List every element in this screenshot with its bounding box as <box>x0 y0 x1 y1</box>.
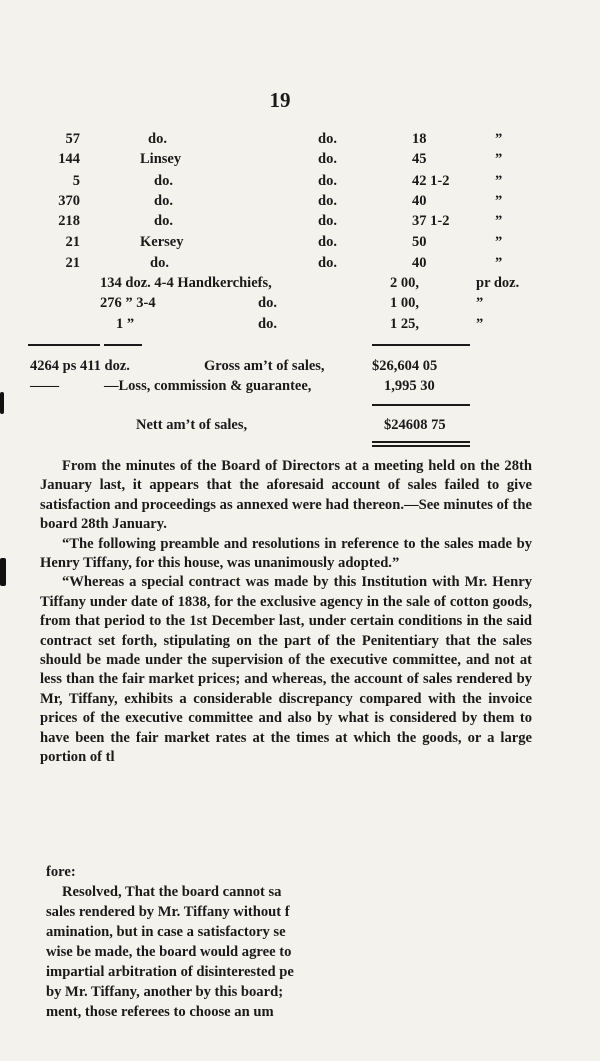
ledger-do: do. <box>318 213 337 229</box>
fragment-line: fore: <box>46 864 76 880</box>
fragment-line: amination, but in case a satisfactory se <box>46 924 286 940</box>
ledger-unit: ” <box>495 193 503 209</box>
ledger-qty: 218 <box>58 213 80 229</box>
ledger-unit: ” <box>495 173 503 189</box>
handkerchief-unit: ” <box>476 295 484 311</box>
handkerchief-row <box>0 313 600 335</box>
ledger-item: do. <box>150 255 169 271</box>
nett-value: $24608 75 <box>384 417 446 433</box>
ledger-row <box>0 190 600 212</box>
handkerchief-do: do. <box>258 316 277 332</box>
handkerchief-price: 1 25, <box>390 316 419 332</box>
loss-row <box>0 375 600 397</box>
paragraph-minutes: From the minutes of the Board of Directors at a meeting held on the 28th January last, it appears that the aforesaid account of sales failed to give satisfaction and proceedings as annexed were had thereon.—See minutes of the board 28th January. <box>40 458 532 533</box>
ledger-item: Kersey <box>140 234 184 250</box>
divider <box>372 445 470 447</box>
loss-label: —Loss, commission & guarantee, <box>104 378 312 394</box>
handkerchief-row <box>0 292 600 314</box>
ledger-do: do. <box>318 193 337 209</box>
fragment-line: Resolved, That the board cannot sa <box>62 884 282 900</box>
gross-value: $26,604 05 <box>372 358 438 374</box>
ledger-row <box>0 210 600 232</box>
ledger-item: do. <box>154 213 173 229</box>
handkerchief-price: 2 00, <box>390 275 419 291</box>
ledger-unit: ” <box>495 151 503 167</box>
ledger-do: do. <box>318 234 337 250</box>
divider <box>28 344 100 346</box>
ledger-row <box>0 252 600 274</box>
ledger-do: do. <box>318 255 337 271</box>
ledger-row <box>0 170 600 192</box>
ledger-row <box>0 231 600 253</box>
ledger-qty: 144 <box>58 151 80 167</box>
ledger-price: 18 <box>412 131 427 147</box>
divider <box>372 404 470 406</box>
ledger-do: do. <box>318 173 337 189</box>
truncated-resolution <box>46 862 366 1022</box>
ledger-unit: ” <box>495 234 503 250</box>
ledger-qty: 21 <box>65 255 80 271</box>
ledger-item: do. <box>148 131 167 147</box>
ledger-price: 40 <box>412 193 427 209</box>
ledger-qty: 57 <box>65 131 80 147</box>
total-pieces: 4264 ps 411 doz. <box>30 358 130 374</box>
ledger-do: do. <box>318 151 337 167</box>
paragraph-preamble: “The following preamble and resolutions in reference to the sales made by Henry Tiffany, for this house, was unanimously adopted.” <box>40 535 532 572</box>
divider <box>372 344 470 346</box>
fragment-line: wise be made, the board would agree to <box>46 944 292 960</box>
ledger-qty: 21 <box>65 234 80 250</box>
binding-mark <box>0 558 6 586</box>
ledger-item: do. <box>154 173 173 189</box>
divider <box>104 344 142 346</box>
ledger-unit: ” <box>495 131 503 147</box>
nett-label: Nett am’t of sales, <box>136 417 248 433</box>
fragment-line: ment, those referees to choose an um <box>46 1004 274 1020</box>
ledger-price: 45 <box>412 151 427 167</box>
fragment-line: sales rendered by Mr. Tiffany without f <box>46 904 290 920</box>
ledger-unit: ” <box>495 213 503 229</box>
fragment-line: by Mr. Tiffany, another by this board; <box>46 984 284 1000</box>
ledger-item: Linsey <box>140 151 182 167</box>
gross-label: Gross am’t of sales, <box>204 358 325 374</box>
ledger-qty: 5 <box>72 173 80 189</box>
fragment-line: impartial arbitration of disinterested pe <box>46 964 294 980</box>
page-number: 19 <box>269 88 291 112</box>
nett-row <box>0 414 600 436</box>
handkerchief-unit: ” <box>476 316 484 332</box>
handkerchief-desc: 276 ” 3-4 <box>100 295 156 311</box>
body-text <box>40 457 532 768</box>
ledger-do: do. <box>318 131 337 147</box>
ledger-row <box>0 128 600 150</box>
ledger-row <box>0 148 600 170</box>
ledger-price: 50 <box>412 234 427 250</box>
binding-mark <box>0 392 4 414</box>
ledger-price: 40 <box>412 255 427 271</box>
ledger-price: 37 1-2 <box>412 213 450 229</box>
ledger-price: 42 1-2 <box>412 173 450 189</box>
handkerchief-price: 1 00, <box>390 295 419 311</box>
handkerchief-desc: 1 ” <box>116 316 135 332</box>
divider <box>372 441 470 443</box>
loss-dash: —— <box>30 378 59 394</box>
handkerchief-do: do. <box>258 295 277 311</box>
handkerchief-desc: 134 doz. 4-4 Handkerchiefs, <box>100 275 272 291</box>
ledger-item: do. <box>154 193 173 209</box>
handkerchief-row <box>0 272 600 294</box>
ledger-qty: 370 <box>58 193 80 209</box>
ledger-unit: ” <box>495 255 503 271</box>
paragraph-whereas: “Whereas a special contract was made by this Institution with Mr. Henry Tiffany under date of 1838, for the exclusive agency in the sale of cotton goods, from that period to the 1st December last, under certain conditions in the said contract set forth, stipulating on the part of the Penitentiary that the sales should be made under the supervision of the executive committee, and not at less than the fair market prices; and whereas, the account of sales rendered by Mr, Tiffany, exhibits a considerable discrepancy compared with the invoice prices of the executive committee and also by what is considered by them to have been the fair market rates at the times at which the goods, or a large portion of tl <box>40 574 532 766</box>
gross-row <box>0 355 600 377</box>
loss-value: 1,995 30 <box>384 378 435 394</box>
handkerchief-unit: pr doz. <box>476 275 520 291</box>
